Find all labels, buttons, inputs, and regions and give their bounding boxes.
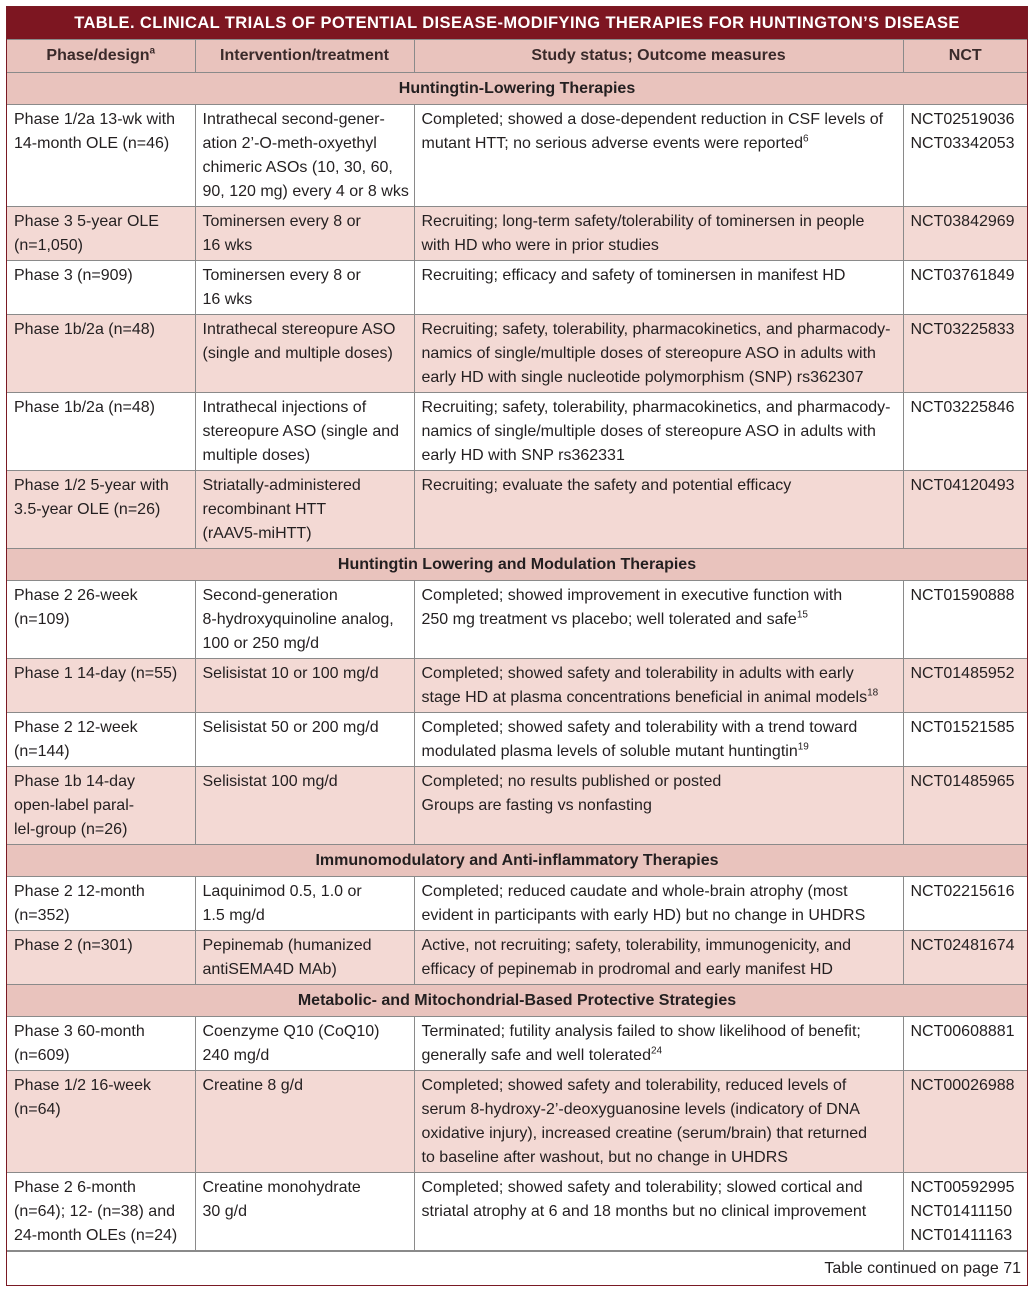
cell-intervention bbox=[195, 1071, 414, 1173]
header-status: Study status; Outcome measures bbox=[414, 40, 903, 73]
cell-phase-design bbox=[7, 931, 195, 985]
cell-intervention bbox=[195, 471, 414, 549]
cell-nct bbox=[903, 1071, 1027, 1173]
cell-phase-design bbox=[7, 261, 195, 315]
section-title: Metabolic- and Mitochondrial-Based Protective Strategies bbox=[7, 985, 1027, 1017]
table-row bbox=[7, 877, 1027, 931]
cell-line: NCT00026988 bbox=[910, 1077, 1015, 1094]
cell-line: stage HD at plasma concentrations beneficial in animal models$^{18}$ bbox=[421, 687, 879, 706]
cell-status-outcome bbox=[414, 1017, 903, 1071]
cell-line: evident in participants with early HD) but no change in UHDRS bbox=[421, 907, 866, 924]
cell-intervention bbox=[195, 931, 414, 985]
section-header-row bbox=[7, 845, 1027, 877]
cell-line: lel-group (n=26) bbox=[14, 821, 128, 838]
cell-intervention bbox=[195, 713, 414, 767]
cell-phase-design bbox=[7, 713, 195, 767]
cell-status-outcome bbox=[414, 207, 903, 261]
clinical-trials-table bbox=[7, 39, 1027, 1251]
cell-line: Phase 1 14-day (n=55) bbox=[14, 665, 178, 682]
cell-nct bbox=[903, 471, 1027, 549]
cell-phase-design bbox=[7, 877, 195, 931]
section-title: Huntingtin-Lowering Therapies bbox=[7, 73, 1027, 105]
cell-line: Completed; showed safety and tolerability; slowed cortical and bbox=[421, 1179, 863, 1196]
cell-line: Phase 2 6-month bbox=[14, 1179, 136, 1196]
cell-line: 14-month OLE (n=46) bbox=[14, 135, 170, 152]
cell-status-outcome bbox=[414, 261, 903, 315]
cell-intervention bbox=[195, 1017, 414, 1071]
cell-nct bbox=[903, 1173, 1027, 1251]
cell-status-outcome bbox=[414, 767, 903, 845]
table-row bbox=[7, 931, 1027, 985]
cell-intervention bbox=[195, 393, 414, 471]
table-row bbox=[7, 207, 1027, 261]
cell-line: Tominersen every 8 or bbox=[202, 267, 361, 284]
cell-line: multiple doses) bbox=[202, 447, 311, 464]
cell-intervention bbox=[195, 659, 414, 713]
cell-intervention bbox=[195, 767, 414, 845]
cell-line: Phase 1/2 16-week bbox=[14, 1077, 151, 1094]
cell-line: with HD who were in prior studies bbox=[421, 237, 659, 254]
cell-nct bbox=[903, 713, 1027, 767]
cell-line: NCT02519036 bbox=[910, 111, 1015, 128]
cell-line: efficacy of pepinemab in prodromal and early manifest HD bbox=[421, 961, 833, 978]
cell-line: NCT01411163 bbox=[910, 1227, 1013, 1244]
cell-line: Phase 1b 14-day bbox=[14, 773, 135, 790]
cell-line: NCT01521585 bbox=[910, 719, 1015, 736]
cell-line: 3.5-year OLE (n=26) bbox=[14, 501, 161, 518]
cell-line: namics of single/multiple doses of stereopure ASO in adults with bbox=[421, 423, 876, 440]
cell-status-outcome bbox=[414, 931, 903, 985]
cell-line: NCT02481674 bbox=[910, 937, 1015, 954]
cell-line: Laquinimod 0.5, 1.0 or bbox=[202, 883, 362, 900]
cell-phase-design bbox=[7, 471, 195, 549]
cell-phase-design bbox=[7, 581, 195, 659]
header-intervention: Intervention/treatment bbox=[195, 40, 414, 73]
table-row bbox=[7, 581, 1027, 659]
cell-line: NCT03342053 bbox=[910, 135, 1015, 152]
cell-line: Phase 3 60-month bbox=[14, 1023, 145, 1040]
section-header-row bbox=[7, 985, 1027, 1017]
cell-line: Phase 1/2a 13-wk with bbox=[14, 111, 175, 128]
cell-phase-design bbox=[7, 393, 195, 471]
cell-nct bbox=[903, 931, 1027, 985]
cell-line: Intrathecal second-gener- bbox=[202, 111, 385, 128]
table-row bbox=[7, 105, 1027, 207]
cell-line: NCT01590888 bbox=[910, 587, 1015, 604]
cell-line: ation 2’-O-meth-oxyethyl bbox=[202, 135, 377, 152]
table-row bbox=[7, 713, 1027, 767]
cell-line: NCT03225846 bbox=[910, 399, 1015, 416]
cell-line: Tominersen every 8 or bbox=[202, 213, 361, 230]
cell-line: (n=609) bbox=[14, 1047, 70, 1064]
cell-line: Completed; no results published or posted bbox=[421, 773, 722, 790]
cell-line: recombinant HTT bbox=[202, 501, 327, 518]
cell-phase-design bbox=[7, 659, 195, 713]
cell-line: 240 mg/d bbox=[202, 1047, 270, 1064]
cell-line: 24-month OLEs (n=24) bbox=[14, 1227, 178, 1244]
cell-line: Completed; showed safety and tolerability with a trend toward bbox=[421, 719, 858, 736]
cell-status-outcome bbox=[414, 393, 903, 471]
cell-line: antiSEMA4D MAb) bbox=[202, 961, 337, 978]
cell-intervention bbox=[195, 581, 414, 659]
cell-line: namics of single/multiple doses of stereopure ASO in adults with bbox=[421, 345, 876, 362]
cell-status-outcome bbox=[414, 581, 903, 659]
cell-line: (n=64); 12- (n=38) and bbox=[14, 1203, 175, 1220]
cell-phase-design bbox=[7, 1173, 195, 1251]
cell-nct bbox=[903, 877, 1027, 931]
section-header-row bbox=[7, 73, 1027, 105]
cell-line: Intrathecal injections of bbox=[202, 399, 367, 416]
cell-line: Phase 1/2 5-year with bbox=[14, 477, 169, 494]
cell-line: Completed; showed improvement in executive function with bbox=[421, 587, 843, 604]
cell-status-outcome bbox=[414, 659, 903, 713]
table-row bbox=[7, 1173, 1027, 1251]
section-header-row bbox=[7, 549, 1027, 581]
cell-status-outcome bbox=[414, 105, 903, 207]
cell-intervention bbox=[195, 261, 414, 315]
cell-intervention bbox=[195, 105, 414, 207]
cell-line: (n=144) bbox=[14, 743, 70, 760]
cell-line: (n=64) bbox=[14, 1101, 61, 1118]
table-row bbox=[7, 1071, 1027, 1173]
table-row bbox=[7, 1017, 1027, 1071]
cell-line: Terminated; futility analysis failed to show likelihood of benefit; bbox=[421, 1023, 861, 1040]
cell-intervention bbox=[195, 315, 414, 393]
table-row bbox=[7, 659, 1027, 713]
table-body bbox=[7, 73, 1027, 1251]
cell-line: Recruiting; efficacy and safety of tominersen in manifest HD bbox=[421, 267, 846, 284]
cell-line: NCT01485965 bbox=[910, 773, 1015, 790]
header-row bbox=[7, 40, 1027, 73]
cell-line: Creatine 8 g/d bbox=[202, 1077, 304, 1094]
cell-line: early HD with single nucleotide polymorphism (SNP) rs362307 bbox=[421, 369, 864, 386]
cell-line: 100 or 250 mg/d bbox=[202, 635, 320, 652]
cell-line: Completed; showed safety and tolerability, reduced levels of bbox=[421, 1077, 847, 1094]
cell-line: Recruiting; safety, tolerability, pharmacokinetics, and pharmacody- bbox=[421, 399, 891, 416]
cell-line: modulated plasma levels of soluble mutant huntingtin$^{19}$ bbox=[421, 741, 809, 760]
cell-line: NCT03761849 bbox=[910, 267, 1015, 284]
header-nct: NCT bbox=[903, 40, 1027, 73]
cell-phase-design bbox=[7, 105, 195, 207]
cell-line: Selisistat 10 or 100 mg/d bbox=[202, 665, 379, 682]
cell-intervention bbox=[195, 1173, 414, 1251]
cell-nct bbox=[903, 261, 1027, 315]
cell-nct bbox=[903, 315, 1027, 393]
cell-line: Phase 2 12-week bbox=[14, 719, 138, 736]
table-title: TABLE. CLINICAL TRIALS OF POTENTIAL DISEASE-MODIFYING THERAPIES FOR HUNTINGTON’S DISEASE bbox=[7, 7, 1027, 39]
cell-line: Recruiting; safety, tolerability, pharmacokinetics, and pharmacody- bbox=[421, 321, 891, 338]
cell-line: Pepinemab (humanized bbox=[202, 937, 372, 954]
cell-line: Phase 2 (n=301) bbox=[14, 937, 133, 954]
cell-nct bbox=[903, 659, 1027, 713]
table-footer-note: Table continued on page 71 bbox=[7, 1251, 1027, 1285]
cell-line: Phase 3 5-year OLE bbox=[14, 213, 159, 230]
cell-line: NCT02215616 bbox=[910, 883, 1015, 900]
cell-line: 30 g/d bbox=[202, 1203, 247, 1220]
cell-line: Creatine monohydrate bbox=[202, 1179, 361, 1196]
cell-line: (single and multiple doses) bbox=[202, 345, 393, 362]
cell-line: open-label paral- bbox=[14, 797, 135, 814]
cell-nct bbox=[903, 393, 1027, 471]
cell-line: NCT03842969 bbox=[910, 213, 1015, 230]
cell-line: striatal atrophy at 6 and 18 months but no clinical improvement bbox=[421, 1203, 867, 1220]
cell-nct bbox=[903, 1017, 1027, 1071]
cell-line: Completed; reduced caudate and whole-brain atrophy (most bbox=[421, 883, 848, 900]
section-title: Immunomodulatory and Anti-inflammatory Therapies bbox=[7, 845, 1027, 877]
cell-intervention bbox=[195, 207, 414, 261]
cell-line: stereopure ASO (single and bbox=[202, 423, 400, 440]
cell-line: Recruiting; long-term safety/tolerability of tominersen in people bbox=[421, 213, 865, 230]
cell-line: NCT04120493 bbox=[910, 477, 1015, 494]
cell-line: NCT01485952 bbox=[910, 665, 1015, 682]
cell-phase-design bbox=[7, 1071, 195, 1173]
cell-line: (n=109) bbox=[14, 611, 70, 628]
cell-line: NCT00608881 bbox=[910, 1023, 1015, 1040]
cell-line: NCT03225833 bbox=[910, 321, 1015, 338]
table-row bbox=[7, 471, 1027, 549]
cell-status-outcome bbox=[414, 471, 903, 549]
cell-phase-design bbox=[7, 315, 195, 393]
cell-nct bbox=[903, 581, 1027, 659]
cell-line: 16 wks bbox=[202, 237, 253, 254]
cell-nct bbox=[903, 105, 1027, 207]
cell-line: NCT00592995 bbox=[910, 1179, 1015, 1196]
cell-line: Completed; showed a dose-dependent reduction in CSF levels of bbox=[421, 111, 884, 128]
cell-line: Second-generation bbox=[202, 587, 338, 604]
cell-line: to baseline after washout, but no change in UHDRS bbox=[421, 1149, 788, 1166]
cell-line: Active, not recruiting; safety, tolerability, immunogenicity, and bbox=[421, 937, 852, 954]
table-row bbox=[7, 393, 1027, 471]
cell-line: Completed; showed safety and tolerability in adults with early bbox=[421, 665, 854, 682]
cell-line: Striatally-administered bbox=[202, 477, 361, 494]
clinical-trials-table-frame bbox=[6, 6, 1028, 1286]
cell-line: NCT01411150 bbox=[910, 1203, 1013, 1220]
cell-line: oxidative injury), increased creatine (serum/brain) that returned bbox=[421, 1125, 868, 1142]
cell-line: Phase 2 26-week bbox=[14, 587, 138, 604]
cell-phase-design bbox=[7, 1017, 195, 1071]
cell-line: (rAAV5-miHTT) bbox=[202, 525, 312, 542]
cell-line: generally safe and well tolerated$^{24}$ bbox=[421, 1045, 663, 1064]
header-phase: Phase/design$^a$ bbox=[7, 40, 195, 73]
cell-line: 16 wks bbox=[202, 291, 253, 308]
cell-line: Phase 2 12-month bbox=[14, 883, 145, 900]
cell-line: Phase 1b/2a (n=48) bbox=[14, 399, 155, 416]
cell-line: Phase 3 (n=909) bbox=[14, 267, 133, 284]
cell-line: 250 mg treatment vs placebo; well tolerated and safe$^{15}$ bbox=[421, 609, 808, 628]
cell-status-outcome bbox=[414, 1071, 903, 1173]
table-row bbox=[7, 315, 1027, 393]
cell-line: mutant HTT; no serious adverse events were reported$^6$ bbox=[421, 133, 809, 152]
cell-intervention bbox=[195, 877, 414, 931]
cell-line: Coenzyme Q10 (CoQ10) bbox=[202, 1023, 380, 1040]
cell-line: Recruiting; evaluate the safety and potential efficacy bbox=[421, 477, 792, 494]
cell-line: 1.5 mg/d bbox=[202, 907, 265, 924]
cell-line: (n=1,050) bbox=[14, 237, 83, 254]
cell-status-outcome bbox=[414, 877, 903, 931]
cell-line: Selisistat 50 or 200 mg/d bbox=[202, 719, 379, 736]
cell-line: chimeric ASOs (10, 30, 60, bbox=[202, 159, 393, 176]
cell-line: Intrathecal stereopure ASO bbox=[202, 321, 396, 338]
cell-line: early HD with SNP rs362331 bbox=[421, 447, 625, 464]
cell-status-outcome bbox=[414, 713, 903, 767]
table-row bbox=[7, 767, 1027, 845]
section-title: Huntingtin Lowering and Modulation Therapies bbox=[7, 549, 1027, 581]
cell-line: serum 8-hydroxy-2’-deoxyguanosine levels (indicatory of DNA bbox=[421, 1101, 860, 1118]
cell-status-outcome bbox=[414, 315, 903, 393]
cell-line: Selisistat 100 mg/d bbox=[202, 773, 338, 790]
cell-line: Phase 1b/2a (n=48) bbox=[14, 321, 155, 338]
table-row bbox=[7, 261, 1027, 315]
cell-line: 8-hydroxyquinoline analog, bbox=[202, 611, 394, 628]
cell-nct bbox=[903, 207, 1027, 261]
cell-line: 90, 120 mg) every 4 or 8 wks bbox=[202, 183, 409, 200]
cell-nct bbox=[903, 767, 1027, 845]
cell-status-outcome bbox=[414, 1173, 903, 1251]
cell-phase-design bbox=[7, 207, 195, 261]
cell-line: (n=352) bbox=[14, 907, 70, 924]
cell-line: Groups are fasting vs nonfasting bbox=[421, 797, 652, 814]
cell-phase-design bbox=[7, 767, 195, 845]
